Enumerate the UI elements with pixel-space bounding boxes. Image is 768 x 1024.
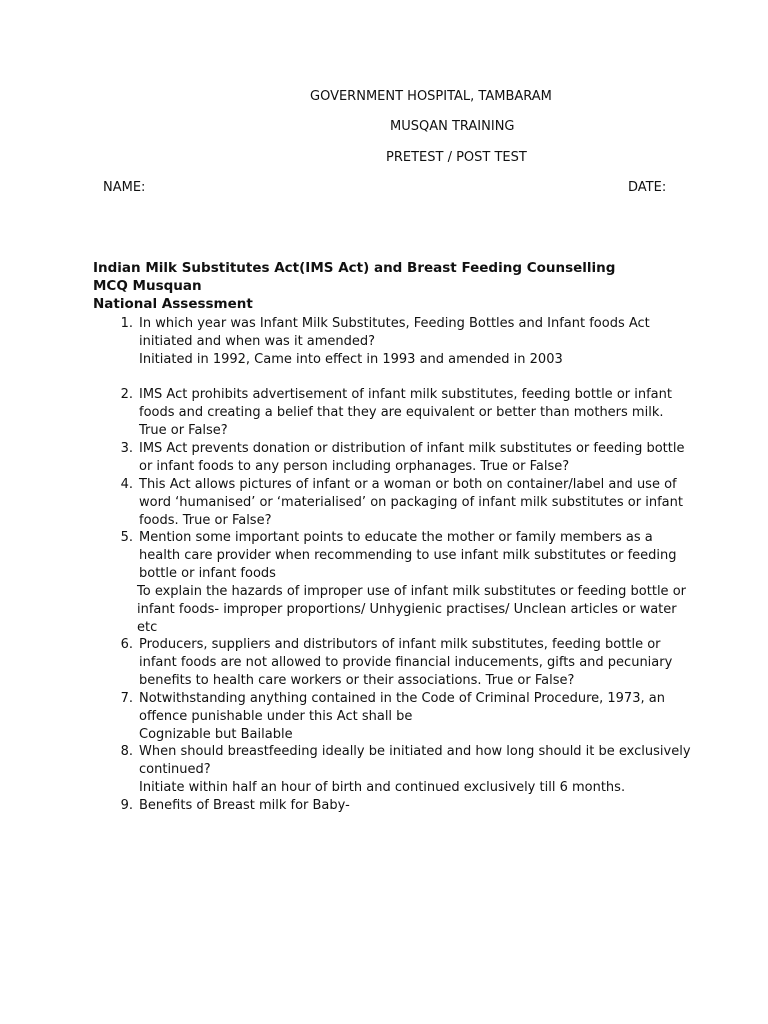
answer-line: To explain the hazards of improper use of infant milk substitutes or feeding bottle or <box>137 584 686 599</box>
question-line: infant foods are not allowed to provide financial inducements, gifts and pecuniary <box>139 654 673 670</box>
question-line: word ‘humanised’ or ‘materialised’ on packaging of infant milk substitutes or infant <box>139 494 683 510</box>
question-line: foods. True or False? <box>139 512 272 528</box>
question-line: initiated and when was it amended? <box>139 333 376 349</box>
question-line: IMS Act prohibits advertisement of infant milk substitutes, feeding bottle or infant <box>139 387 672 402</box>
question-number: 7. <box>120 691 133 706</box>
question-line: IMS Act prevents donation or distribution of infant milk substitutes or feeding bottle <box>139 441 685 456</box>
question-number: 5. <box>120 530 133 545</box>
question-line: bottle or infant foods <box>139 565 276 581</box>
question-line: Notwithstanding anything contained in the Code of Criminal Procedure, 1973, an <box>139 691 665 706</box>
question-line: Producers, suppliers and distributors of infant milk substitutes, feeding bottle or <box>139 637 661 652</box>
question-item <box>139 440 684 476</box>
answer-line: infant foods- improper proportions/ Unhygienic practises/ Unclean articles or water <box>137 601 677 617</box>
answer-line: Initiated in 1992, Came into effect in 1993 and amended in 2003 <box>139 351 563 367</box>
question-line: True or False? <box>139 422 228 438</box>
question-line: or infant foods to any person including orphanages. True or False? <box>139 458 570 474</box>
question-line: In which year was Infant Milk Substitutes, Feeding Bottles and Infant foods Act <box>139 316 650 331</box>
document-title <box>93 259 653 313</box>
hospital-name: GOVERNMENT HOSPITAL, TAMBARAM <box>310 89 552 104</box>
question-item <box>139 315 650 368</box>
question-item <box>139 636 672 689</box>
question-5-answer <box>137 583 686 636</box>
date-label: DATE: <box>628 180 667 195</box>
answer-line: Initiate within half an hour of birth and continued exclusively till 6 months. <box>139 779 626 795</box>
question-number: 9. <box>120 798 133 813</box>
document-title-line-1: Indian Milk Substitutes Act(IMS Act) and Breast Feeding Counselling MCQ Musquan <box>93 260 616 294</box>
question-item <box>139 386 672 439</box>
question-item <box>139 690 665 743</box>
answer-line: etc <box>137 619 158 635</box>
question-number: 4. <box>120 477 133 492</box>
question-line: benefits to health care workers or their associations. True or False? <box>139 672 575 688</box>
question-line: Benefits of Breast milk for Baby- <box>139 798 350 813</box>
training-name: MUSQAN TRAINING <box>390 119 515 134</box>
test-type: PRETEST / POST TEST <box>386 150 527 165</box>
question-number: 8. <box>120 744 133 759</box>
question-number: 1. <box>120 316 133 331</box>
name-label: NAME: <box>103 180 146 195</box>
question-line: continued? <box>139 761 211 777</box>
question-line: foods and creating a belief that they are equivalent or better than mothers milk. <box>139 404 664 420</box>
answer-line: Cognizable but Bailable <box>139 726 293 742</box>
question-item <box>139 476 683 529</box>
question-item <box>139 529 677 582</box>
question-line: This Act allows pictures of infant or a woman or both on container/label and use of <box>139 477 677 492</box>
question-line: When should breastfeeding ideally be initiated and how long should it be exclusively <box>139 744 691 759</box>
question-item <box>139 743 691 796</box>
question-number: 3. <box>120 441 133 456</box>
question-number: 6. <box>120 637 133 652</box>
question-item <box>139 797 350 815</box>
question-number: 2. <box>120 387 133 402</box>
question-line: health care provider when recommending to use infant milk substitutes or feeding <box>139 547 677 563</box>
document-title-line-2: National Assessment <box>93 296 253 312</box>
question-line: offence punishable under this Act shall be <box>139 708 413 724</box>
question-line: Mention some important points to educate the mother or family members as a <box>139 530 653 545</box>
